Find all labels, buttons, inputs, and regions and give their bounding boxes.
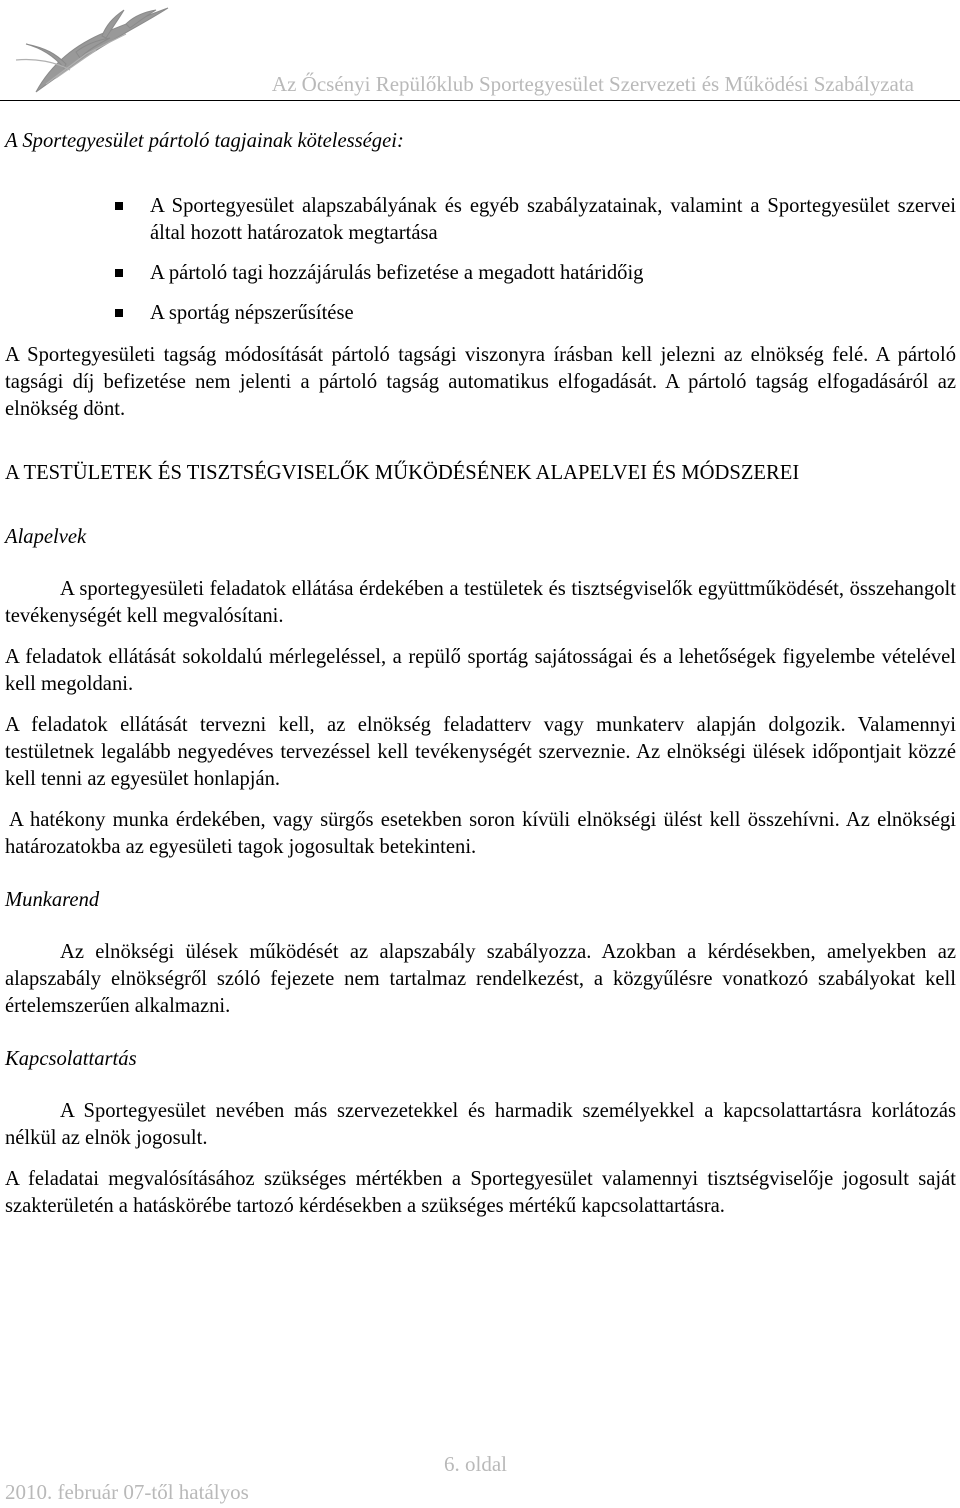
membership-paragraph: A Sportegyesületi tagság módosítását pártoló tagsági viszonyra írásban kell jelezni az elnökség felé. A pártoló tagsági díj befizetése nem jelenti a pártoló tagság automatikus elfogadását. A pártoló tagság elfogadásáról az elnökség dönt. bbox=[5, 344, 956, 420]
square-bullet-icon bbox=[115, 309, 123, 317]
alapelvek-paragraph: A feladatok ellátását sokoldalú mérlegeléssel, a repülő sportág sajátosságai és a lehetőségek figyelembe vételével kell megoldani. bbox=[5, 646, 956, 695]
subsection-title-alapelvek: Alapelvek bbox=[5, 526, 87, 548]
kapcsolattartas-paragraph: A feladatai megvalósításához szükséges mértékben a Sportegyesület valamennyi tisztségviselője jogosult saját szakterületén a hatáskörébe tartozó kérdésekben a szükséges mértékű kapcsolattartásra. bbox=[5, 1168, 956, 1217]
document-body bbox=[5, 128, 956, 1220]
list-item: A pártoló tagi hozzájárulás befizetése a megadott határidőig bbox=[5, 260, 956, 287]
obligations-list bbox=[5, 193, 956, 327]
square-bullet-icon bbox=[115, 269, 123, 277]
list-item: A sportág népszerűsítése bbox=[5, 300, 956, 327]
document-header-title: Az Őcsényi Repülőklub Sportegyesület Szervezeti és Működési Szabályzata bbox=[271, 72, 914, 96]
subsection-title-munkarend: Munkarend bbox=[5, 889, 100, 911]
header-divider bbox=[0, 100, 960, 101]
square-bullet-icon bbox=[115, 202, 123, 210]
stork-bird-logo bbox=[6, 4, 172, 96]
effective-date: 2010. február 07-től hatályos bbox=[5, 1480, 249, 1504]
list-item: A Sportegyesület alapszabályának és egyéb szabályzatainak, valamint a Sportegyesület szervei által hozott határozatok megtartása bbox=[5, 193, 956, 247]
subsection-title-kapcsolattartas: Kapcsolattartás bbox=[5, 1048, 137, 1070]
main-section-heading: A TESTÜLETEK ÉS TISZTSÉGVISELŐK MŰKÖDÉSÉNEK ALAPELVEI ÉS MÓDSZEREI bbox=[5, 462, 800, 484]
page-number: 6. oldal bbox=[444, 1452, 507, 1476]
section-title-supporting-members: A Sportegyesület pártoló tagjainak kötelességei: bbox=[5, 130, 404, 152]
alapelvek-paragraph: A feladatok ellátását tervezni kell, az elnökség feladatterv vagy munkaterv alapján dolgozik. Valamennyi testületnek legalább negyedéves tervezéssel kell tevékenységét szerveznie. Az elnökségi ülések időpontjait közzé kell tenni az egyesület honlapján. bbox=[5, 714, 956, 790]
munkarend-paragraph: Az elnökségi ülések működését az alapszabály szabályozza. Azokban a kérdésekben, amelyekben az alapszabály elnökségről szóló fejezete nem tartalmaz rendelkezést, a közgyűlésre vonatkozó szabályokat kell értelemszerűen alkalmazni. bbox=[5, 941, 956, 1017]
alapelvek-paragraph: A hatékony munka érdekében, vagy sürgős esetekben soron kívüli elnökségi ülést kell összehívni. Az elnökségi határozatokba az egyesületi tagok jogosultak betekinteni. bbox=[5, 809, 956, 858]
alapelvek-paragraph: A sportegyesületi feladatok ellátása érdekében a testületek és tisztségviselők együttműködését, összehangolt tevékenységét kell megvalósítani. bbox=[5, 578, 956, 627]
kapcsolattartas-paragraph: A Sportegyesület nevében más szervezetekkel és harmadik személyekkel a kapcsolattartásra korlátozás nélkül az elnök jogosult. bbox=[5, 1100, 956, 1149]
